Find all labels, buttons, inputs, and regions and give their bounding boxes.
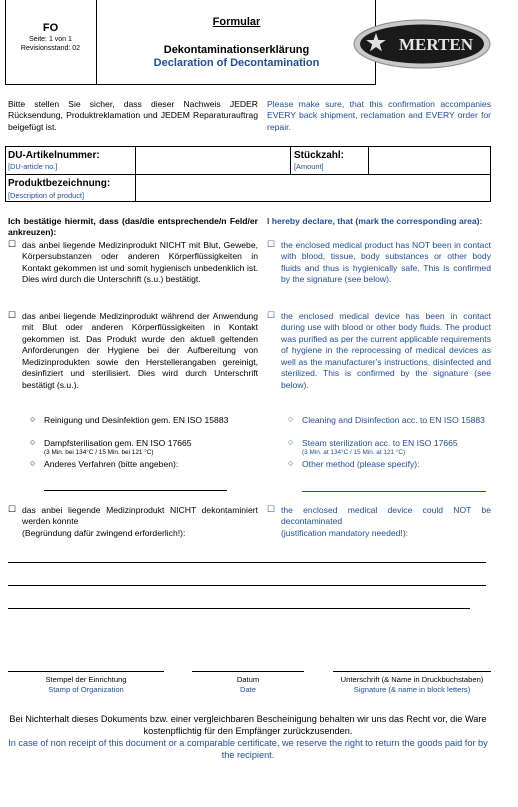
option3-note-de: (Begründung dafür zwingend erforderlich!): xyxy=(22,528,186,538)
form-code: FO xyxy=(42,22,59,34)
footer-de: Bei Nichterhalt dieses Dokuments bzw. einer vergleichbaren Bescheinigung behalten wir uns das Recht vor, die Ware kostenpflichtig für den Empfänger zurückzusenden. xyxy=(9,714,487,736)
product-description-field[interactable] xyxy=(137,176,489,200)
checkbox-icon[interactable]: ☐ xyxy=(267,310,276,320)
stamp-label-de: Stempel der Einrichtung xyxy=(45,675,127,684)
checkbox-icon[interactable]: ☐ xyxy=(8,504,17,514)
stamp-label-en: Stamp of Organization xyxy=(48,685,124,694)
checkbox-icon[interactable]: ☐ xyxy=(267,239,276,249)
intro-de: Bitte stellen Sie sicher, dass dieser Nachweis JEDER Rücksendung, Produktreklamation und JEDEM Reparaturauftrag beigefügt ist. xyxy=(8,99,258,132)
sub2-de: Dampfsterilisation gem. EN ISO 17665 xyxy=(44,438,192,448)
justification-line-2[interactable] xyxy=(8,585,486,586)
option1-de: das anbei liegende Medizinprodukt NICHT mit Blut, Gewebe, Körpersubstanzen oder anderen Körperflüssigkeiten in Kontakt gekommen ist und somit hygienisch unbedenklich ist. Dies wird durch die Unterschrift (s.u.) bestätigt. xyxy=(22,240,258,285)
merten-logo xyxy=(352,18,492,70)
declare-heading-en: I hereby declare, that (mark the corresponding area): xyxy=(267,216,483,226)
header-divider xyxy=(96,0,97,85)
radio-icon[interactable]: ○ xyxy=(288,458,294,468)
amount-field[interactable] xyxy=(370,148,489,172)
sub3-de: Anderes Verfahren (bitte angeben): xyxy=(44,459,179,469)
product-label: Produktbezeichnung: xyxy=(8,178,111,189)
revision: Revisionsstand: 02 xyxy=(20,45,81,52)
checkbox-icon[interactable]: ☐ xyxy=(8,310,17,320)
date-label-de: Datum xyxy=(236,675,260,684)
option3-de: das anbei liegende Medizinprodukt NICHT dekontaminiert werden konnte xyxy=(22,505,258,527)
sub2-note-en: (3 Min. at 134°C / 15 Min. at 121 °C) xyxy=(302,449,406,456)
sub1-de: Reinigung und Desinfektion gem. EN ISO 15883 xyxy=(44,415,229,425)
signature-line[interactable] xyxy=(333,671,491,672)
signature-label-en: Signature (& name in block letters) xyxy=(353,685,471,694)
form-label: Formular xyxy=(212,16,261,28)
radio-icon[interactable]: ○ xyxy=(30,414,36,424)
justification-line-3[interactable] xyxy=(8,608,470,609)
title-en: Declaration of Decontamination xyxy=(153,57,320,69)
option3-en: the enclosed medical device could NOT be decontaminated xyxy=(281,505,491,527)
article-label-en: [DU-article no.] xyxy=(8,162,58,171)
sub3-en: Other method (please specify): xyxy=(302,459,420,469)
amount-label: Stückzahl: xyxy=(294,150,345,161)
stamp-line[interactable] xyxy=(8,671,164,672)
radio-icon[interactable]: ○ xyxy=(30,437,36,447)
signature-label-de: Unterschrift (& Name in Druckbuchstaben) xyxy=(340,675,484,684)
option2-de: das anbei liegende Medizinprodukt während der Anwendung mit Blut oder anderen Körperflüssigkeiten in Kontakt gekommen ist. Das Produkt wurde den aktuell geltenden Anforderungen der Hygiene bei der Aufbereitung von Medizinprodukten sowie den Herstellerangaben gereinigt, desinfiziert und sterilisiert. Dies wird durch Unterschrift bestätigt (s.u.). xyxy=(22,311,258,390)
checkbox-icon[interactable]: ☐ xyxy=(8,239,17,249)
logo-text: MERTEN xyxy=(398,35,474,54)
sub1-en: Cleaning and Disinfection acc. to EN ISO 15883 xyxy=(302,415,485,425)
article-number-field[interactable] xyxy=(137,148,288,172)
amount-label-en: [Amount] xyxy=(294,162,324,171)
other-method-line-en[interactable] xyxy=(302,491,486,492)
title-de: Dekontaminationserklärung xyxy=(163,44,310,56)
declare-heading-de: Ich bestätige hiermit, dass (das/die entsprechende/n Feld/er ankreuzen): xyxy=(8,216,258,238)
radio-icon[interactable]: ○ xyxy=(288,437,294,447)
date-line[interactable] xyxy=(192,671,304,672)
justification-line-1[interactable] xyxy=(8,562,486,563)
footer-en: In case of non receipt of this document or a comparable certificate, we reserve the right to return the goods paid for by the recipient. xyxy=(8,738,488,760)
radio-icon[interactable]: ○ xyxy=(288,414,294,424)
other-method-line-de[interactable] xyxy=(44,490,227,491)
sub2-note-de: (3 Min. bei 134°C / 15 Min. bei 121 °C) xyxy=(44,449,154,456)
intro-en: Please make sure, that this confirmation accompanies EVERY back shipment, reclamation and EVERY order for repair. xyxy=(267,99,491,132)
option1-en: the enclosed medical product has NOT been in contact with blood, tissue, body substances or other body fluids and thus is hygienically safe. This is confirmed by the signature (see below). xyxy=(281,240,491,285)
product-label-en: [Description of product] xyxy=(8,191,84,200)
option3-note-en: (justification mandatory needed!): xyxy=(281,528,409,538)
option2-en: the enclosed medical device has been in contact during use with blood or other body fluids. The product was purified as per the current applicable requirements of hygiene in the reprocessing of medical devices as well as the manufacturer's instructions, disinfected and sterilized. This is confirmed by the signature (see below). xyxy=(281,311,491,390)
page-number: Seite: 1 von 1 xyxy=(29,36,72,43)
checkbox-icon[interactable]: ☐ xyxy=(267,504,276,514)
article-label: DU-Artikelnummer: xyxy=(8,150,100,161)
sub2-en: Steam sterilization acc. to EN ISO 17665 xyxy=(302,438,458,448)
radio-icon[interactable]: ○ xyxy=(30,458,36,468)
date-label-en: Date xyxy=(239,685,257,694)
